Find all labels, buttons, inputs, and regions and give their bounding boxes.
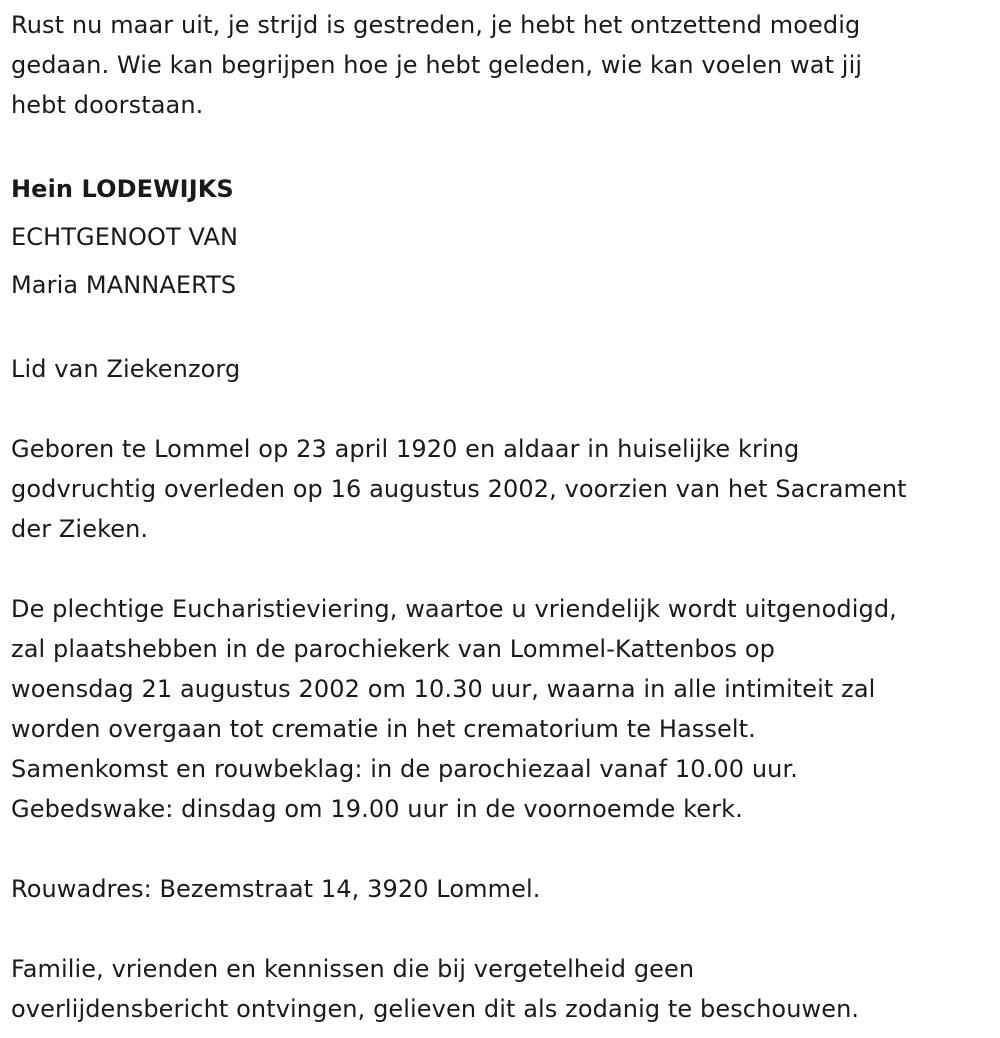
name-block	[11, 165, 996, 309]
ceremony-line: De plechtige Eucharistieviering, waartoe u vriendelijk wordt uitgenodigd,	[11, 595, 897, 623]
birth-death-line: godvruchtig overleden op 16 augustus 2002, voorzien van het Sacrament	[11, 475, 907, 503]
verse-line: hebt doorstaan.	[11, 91, 204, 119]
obituary-document	[11, 5, 996, 1029]
closing-paragraph	[11, 949, 996, 1029]
deceased-name: Hein LODEWIJKS	[11, 175, 234, 203]
spacer	[11, 309, 996, 349]
spacer	[11, 829, 996, 869]
verse-line: Rust nu maar uit, je strijd is gestreden, je hebt het ontzettend moedig	[11, 11, 861, 39]
birth-death-paragraph	[11, 429, 996, 549]
spouse-name: Maria MANNAERTS	[11, 271, 237, 299]
verse-line: gedaan. Wie kan begrijpen hoe je hebt geleden, wie kan voelen wat jij	[11, 51, 863, 79]
closing-line: Familie, vrienden en kennissen die bij vergetelheid geen	[11, 955, 695, 983]
address-text: Rouwadres: Bezemstraat 14, 3920 Lommel.	[11, 875, 541, 903]
membership-text: Lid van Ziekenzorg	[11, 355, 241, 383]
spacer	[11, 909, 996, 949]
verse-paragraph	[11, 5, 996, 125]
birth-death-line: der Zieken.	[11, 515, 149, 543]
ceremony-line: Samenkomst en rouwbeklag: in de parochiezaal vanaf 10.00 uur.	[11, 755, 798, 783]
ceremony-line: zal plaatshebben in de parochiekerk van Lommel-Kattenbos op	[11, 635, 775, 663]
relation-label: ECHTGENOOT VAN	[11, 223, 239, 251]
ceremony-paragraph	[11, 589, 996, 829]
ceremony-line: Gebedswake: dinsdag om 19.00 uur in de voornoemde kerk.	[11, 795, 743, 823]
ceremony-line: woensdag 21 augustus 2002 om 10.30 uur, waarna in alle intimiteit zal	[11, 675, 876, 703]
spacer	[11, 125, 996, 165]
spacer	[11, 389, 996, 429]
spacer	[11, 549, 996, 589]
birth-death-line: Geboren te Lommel op 23 april 1920 en aldaar in huiselijke kring	[11, 435, 800, 463]
ceremony-line: worden overgaan tot crematie in het crematorium te Hasselt.	[11, 715, 756, 743]
closing-line: overlijdensbericht ontvingen, gelieven dit als zodanig te beschouwen.	[11, 995, 860, 1023]
